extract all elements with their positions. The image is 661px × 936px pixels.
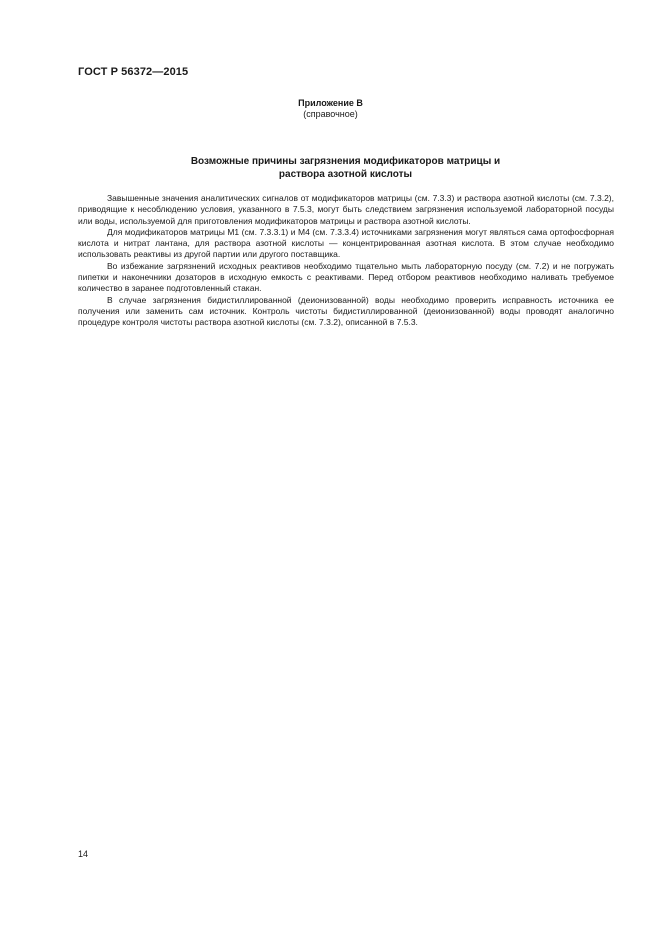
page-number: 14 bbox=[78, 849, 89, 859]
body-text bbox=[78, 193, 614, 329]
paragraph: В случае загрязнения бидистиллированной (деионизованной) воды необходимо проверить исправность источника ее получения или заменить сам источник. Контроль чистоты бидистиллированной (деионизованной) воды проводят аналогично процедуре контроля чистоты раствора азотной кислоты (см. 7.3.2), описанной в 7.5.3. bbox=[78, 294, 614, 328]
paragraph: Для модификаторов матрицы М1 (см. 7.3.3.1) и М4 (см. 7.3.3.4) источниками загрязнения могут являться сама ортофосфорная кислота и нитрат лантана, для раствора азотной кислоты — концентрированная азотная кислота. В этом случае необходимо использовать реактивы из другой партии или другого поставщика. bbox=[78, 226, 614, 260]
section-title-line-1: Возможные причины загрязнения модификаторов матрицы и bbox=[190, 156, 501, 167]
paragraph: Во избежание загрязнений исходных реактивов необходимо тщательно мыть лабораторную посуду (см. 7.2) и не погружать пипетки и наконечники дозаторов в исходную емкость с реактивами. Перед отбором реактивов необходимо наливать требуемое количество в заранее подготовленный стакан. bbox=[78, 260, 614, 294]
appendix-heading bbox=[0, 98, 661, 120]
appendix-subtitle: (справочное) bbox=[303, 109, 358, 119]
document-code: ГОСТ Р 56372—2015 bbox=[78, 66, 189, 78]
paragraph: Завышенные значения аналитических сигналов от модификаторов матрицы (см. 7.3.3) и раствора азотной кислоты (см. 7.3.2), приводящие к несоблюдению условия, указанного в 7.5.3, могут быть следствием загрязнения используемой лабораторной посуды или воды, используемой для приготовления модификаторов матрицы и раствора азотной кислоты. bbox=[78, 193, 614, 226]
appendix-title: Приложение В bbox=[298, 98, 363, 108]
section-title-line-2: раствора азотной кислоты bbox=[278, 169, 413, 180]
section-title bbox=[0, 155, 661, 181]
